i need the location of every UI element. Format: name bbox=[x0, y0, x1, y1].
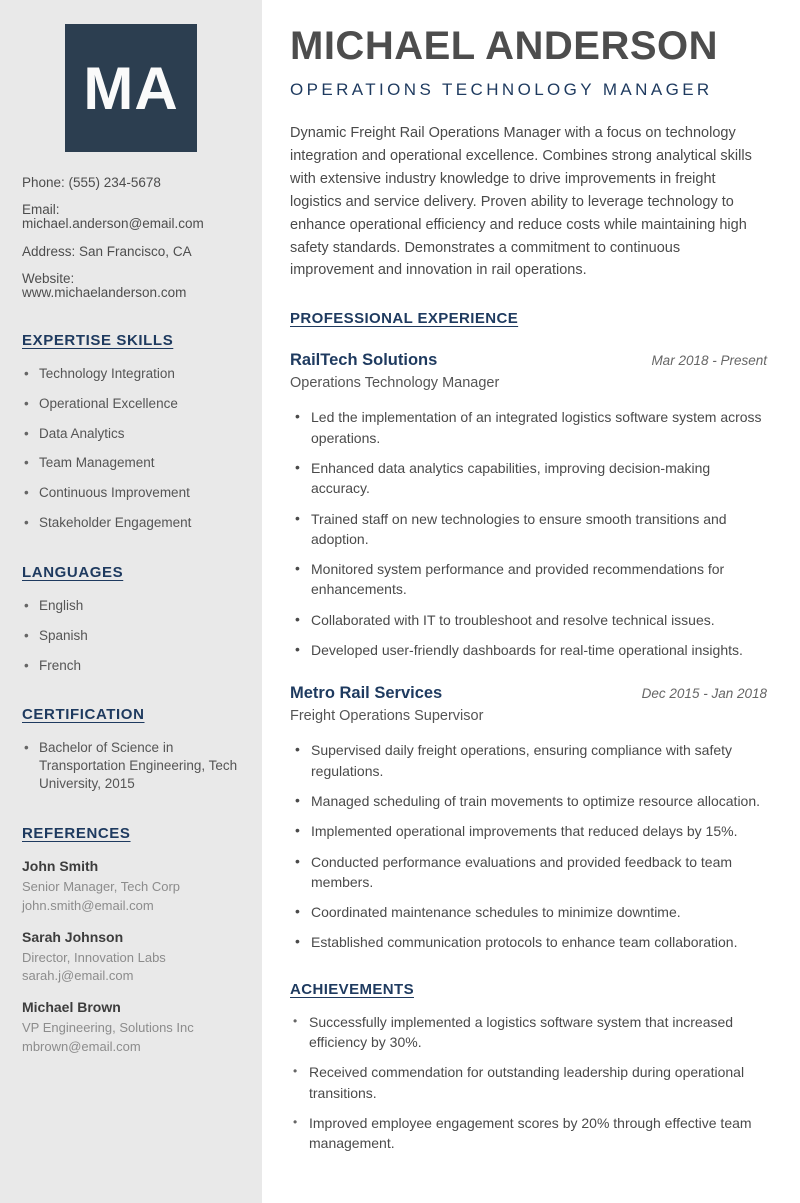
languages-heading: LANGUAGES bbox=[22, 563, 124, 581]
job-header bbox=[290, 684, 767, 703]
reference-email: mbrown@email.com bbox=[22, 1039, 141, 1055]
job-bullet: • Managed scheduling of train movements to optimize resource allocation. bbox=[290, 791, 767, 811]
skill-label: Continuous Improvement bbox=[39, 485, 190, 501]
skill-label: Team Management bbox=[39, 455, 155, 471]
references-section bbox=[22, 825, 240, 1056]
contact-address: Address: San Francisco, CA bbox=[22, 243, 192, 259]
job-dates: Dec 2015 - Jan 2018 bbox=[641, 686, 767, 702]
job-bullet: • Coordinated maintenance schedules to minimize downtime. bbox=[290, 902, 767, 922]
reference-item bbox=[22, 999, 240, 1056]
reference-name: John Smith bbox=[22, 857, 99, 874]
avatar bbox=[65, 24, 197, 152]
job-entry bbox=[290, 684, 767, 952]
job-bullet-list bbox=[290, 407, 767, 660]
job-bullet: • Supervised daily freight operations, ensuring compliance with safety regulations. bbox=[290, 740, 767, 781]
language-label: English bbox=[39, 597, 84, 613]
list-item bbox=[22, 454, 240, 472]
achievement-bullet: • Successfully implemented a logistics software system that increased efficiency by 30%. bbox=[290, 1012, 767, 1053]
job-dates: Mar 2018 - Present bbox=[651, 353, 767, 369]
job-entry bbox=[290, 351, 767, 660]
reference-item bbox=[22, 858, 240, 915]
certification-heading: CERTIFICATION bbox=[22, 706, 145, 724]
company-name: Metro Rail Services bbox=[290, 684, 443, 703]
job-role: Freight Operations Supervisor bbox=[290, 708, 484, 725]
job-bullet: • Established communication protocols to enhance team collaboration. bbox=[290, 932, 767, 952]
job-bullet: • Led the implementation of an integrated logistics software system across operations. bbox=[290, 407, 767, 448]
references-heading: REFERENCES bbox=[22, 824, 131, 842]
languages-list bbox=[22, 597, 240, 674]
list-item bbox=[22, 597, 240, 615]
skill-label: Data Analytics bbox=[39, 425, 125, 441]
list-item bbox=[22, 657, 240, 675]
list-item bbox=[22, 425, 240, 443]
reference-name: Sarah Johnson bbox=[22, 928, 124, 945]
reference-title: Director, Innovation Labs bbox=[22, 949, 166, 965]
achievements-heading: ACHIEVEMENTS bbox=[290, 980, 414, 998]
language-label: Spanish bbox=[39, 627, 88, 643]
list-item bbox=[22, 739, 240, 792]
contact-website: Website: www.michaelanderson.com bbox=[22, 270, 187, 300]
reference-title: Senior Manager, Tech Corp bbox=[22, 878, 181, 894]
job-header bbox=[290, 351, 767, 370]
sidebar bbox=[0, 0, 262, 1203]
certification-section bbox=[22, 706, 240, 792]
contact-email: Email: michael.anderson@email.com bbox=[22, 202, 204, 232]
achievement-bullet: • Received commendation for outstanding leadership during operational transitions. bbox=[290, 1062, 767, 1103]
skills-section bbox=[22, 332, 240, 532]
reference-title: VP Engineering, Solutions Inc bbox=[22, 1020, 194, 1036]
person-job-title: OPERATIONS TECHNOLOGY MANAGER bbox=[290, 80, 713, 99]
skill-label: Operational Excellence bbox=[39, 395, 178, 411]
skills-heading: EXPERTISE SKILLS bbox=[22, 332, 174, 350]
list-item bbox=[22, 365, 240, 383]
experience-heading: PROFESSIONAL EXPERIENCE bbox=[290, 310, 519, 328]
reference-email: sarah.j@email.com bbox=[22, 968, 134, 984]
list-item bbox=[22, 395, 240, 413]
job-bullet-list bbox=[290, 740, 767, 952]
job-role: Operations Technology Manager bbox=[290, 375, 500, 392]
list-item bbox=[22, 627, 240, 645]
skill-label: Stakeholder Engagement bbox=[39, 515, 192, 531]
job-bullet: • Monitored system performance and provided recommendations for enhancements. bbox=[290, 559, 767, 600]
job-bullet: • Trained staff on new technologies to ensure smooth transitions and adoption. bbox=[290, 509, 767, 550]
avatar-initials: MA bbox=[83, 54, 179, 122]
certification-label: Bachelor of Science in Transportation Engineering, Tech University, 2015 bbox=[39, 740, 238, 791]
language-label: French bbox=[39, 657, 82, 673]
company-name: RailTech Solutions bbox=[290, 351, 438, 370]
contact-phone: Phone: (555) 234-5678 bbox=[22, 175, 161, 190]
languages-section bbox=[22, 564, 240, 674]
list-item bbox=[22, 484, 240, 502]
job-bullet: • Enhanced data analytics capabilities, improving decision-making accuracy. bbox=[290, 458, 767, 499]
list-item bbox=[22, 514, 240, 532]
job-bullet: • Collaborated with IT to troubleshoot and resolve technical issues. bbox=[290, 610, 767, 630]
skills-list bbox=[22, 365, 240, 532]
job-bullet: • Conducted performance evaluations and provided feedback to team members. bbox=[290, 852, 767, 893]
reference-item bbox=[22, 929, 240, 986]
summary-paragraph: Dynamic Freight Rail Operations Manager with a focus on technology integration and operational excellence. Combines strong analytical skills with extensive industry knowledge to drive improvements in freight logistics and service delivery. Proven ability to leverage technology to enhance operational efficiency and reduce costs while maintaining high safety standards. Demonstrates a commitment to continuous improvement and innovation in rail operations. bbox=[290, 125, 752, 279]
reference-name: Michael Brown bbox=[22, 999, 121, 1016]
reference-email: john.smith@email.com bbox=[22, 897, 154, 913]
main-content bbox=[262, 0, 800, 1203]
achievements-list bbox=[290, 1012, 767, 1154]
skill-label: Technology Integration bbox=[39, 366, 175, 382]
achievement-bullet: • Improved employee engagement scores by 20% through effective team management. bbox=[290, 1113, 767, 1154]
job-bullet: • Developed user-friendly dashboards for real-time operational insights. bbox=[290, 640, 767, 660]
achievements-section bbox=[290, 981, 767, 1154]
job-bullet: • Implemented operational improvements that reduced delays by 15%. bbox=[290, 821, 767, 841]
contact-info bbox=[22, 176, 240, 300]
experience-section bbox=[290, 310, 767, 952]
certification-list bbox=[22, 739, 240, 792]
person-name: MICHAEL ANDERSON bbox=[290, 24, 719, 68]
